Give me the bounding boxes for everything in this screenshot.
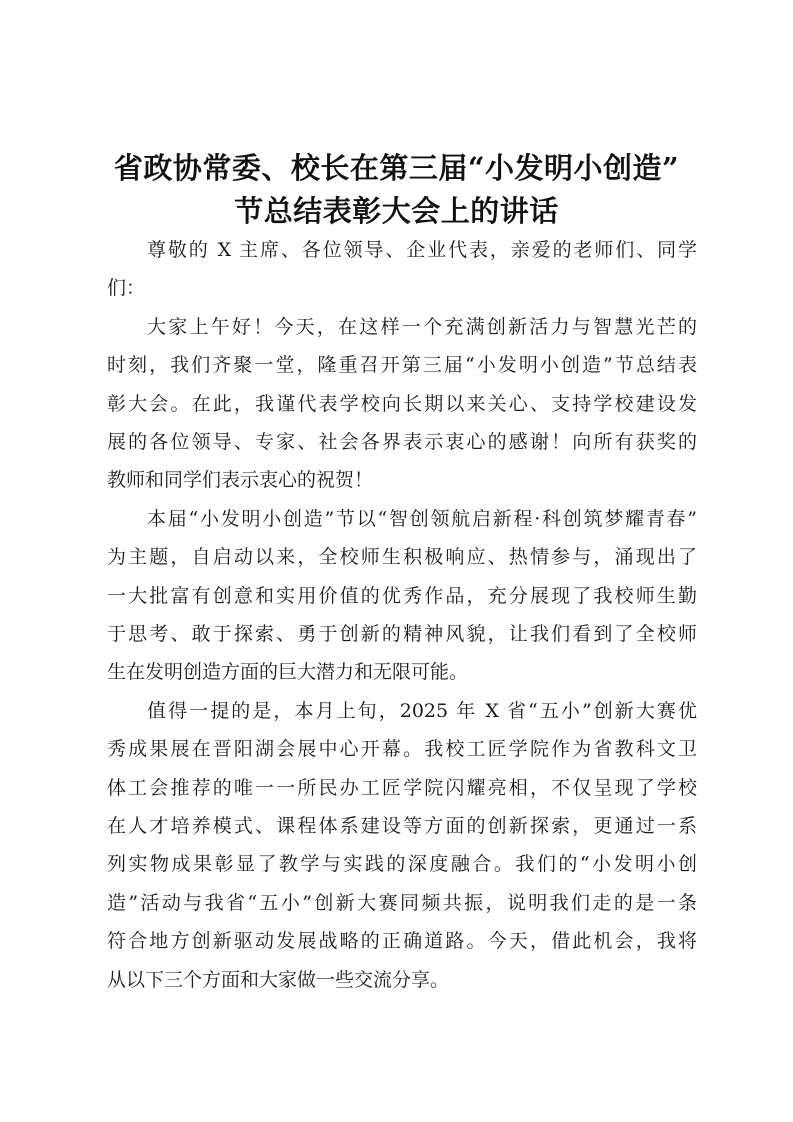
paragraph-line: 在人才培养模式、课程体系建设等方面的创新探索，更通过一系: [107, 815, 697, 837]
paragraph-line: 从以下三个方面和大家做一些交流分享。: [107, 969, 450, 991]
document-title-line-1: 省政协常委、校长在第三届“小发明小创造”: [113, 151, 680, 185]
paragraph-line: 展的各位领导、专家、社会各界表示衷心的感谢！向所有获奖的: [107, 431, 697, 453]
paragraph-line: 值得一提的是，本月上旬，2025 年 X 省“五小”创新大赛优: [147, 700, 697, 722]
paragraph-line: 本届“小发明小创造”节以“智创领航启新程·科创筑梦耀青春”: [147, 508, 697, 530]
paragraph-line: 彰大会。在此，我谨代表学校向长期以来关心、支持学校建设发: [107, 393, 697, 415]
paragraph-line: 一大批富有创意和实用价值的优秀作品，充分展现了我校师生勤: [107, 585, 697, 607]
paragraph-line: 时刻，我们齐聚一堂，隆重召开第三届“小发明小创造”节总结表: [107, 354, 697, 376]
paragraph-line: 秀成果展在晋阳湖会展中心开幕。我校工匠学院作为省教科文卫: [107, 738, 697, 760]
paragraph-line: 体工会推荐的唯一一所民办工匠学院闪耀亮相，不仅呈现了学校: [107, 777, 697, 799]
paragraph-line: 于思考、敢于探索、勇于创新的精神风貌，让我们看到了全校师: [107, 623, 697, 645]
paragraph-line: 们：: [107, 277, 146, 299]
paragraph-line: 生在发明创造方面的巨大潜力和无限可能。: [107, 661, 469, 683]
document-title-line-2: 节总结表彰大会上的讲话: [234, 194, 559, 228]
paragraph-line: 符合地方创新驱动发展战略的正确道路。今天，借此机会，我将: [107, 930, 697, 952]
paragraph-line: 列实物成果彰显了教学与实践的深度融合。我们的“小发明小创: [107, 853, 697, 875]
paragraph-line: 为主题，自启动以来，全校师生积极响应、热情参与，涌现出了: [107, 546, 697, 568]
paragraph-line: 教师和同学们表示衷心的祝贺！: [107, 469, 374, 491]
paragraph-line: 大家上午好！今天，在这样一个充满创新活力与智慧光芒的: [147, 316, 697, 338]
paragraph-line: 造”活动与我省“五小”创新大赛同频共振，说明我们走的是一条: [107, 892, 697, 914]
paragraph-line: 尊敬的 X 主席、各位领导、企业代表，亲爱的老师们、同学: [147, 239, 697, 261]
